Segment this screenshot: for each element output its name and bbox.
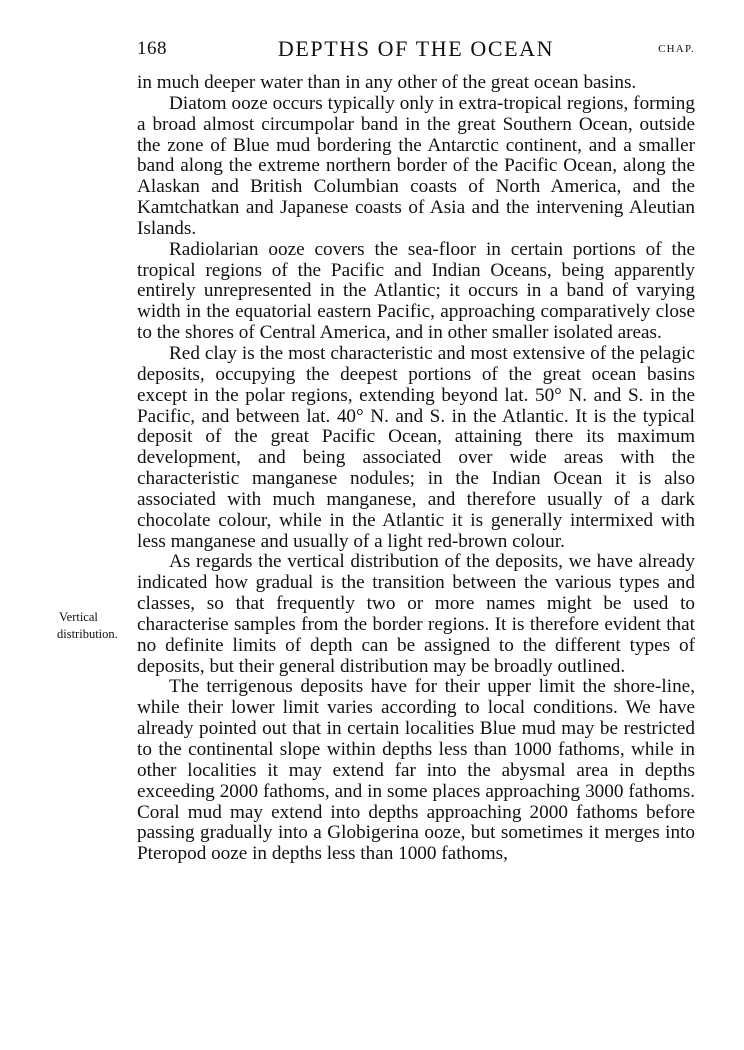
running-title: DEPTHS OF THE OCEAN xyxy=(277,36,555,61)
paragraph-vertical-distribution: As regards the vertical distribution of the deposits, we have already indicated how gradual is the transition between the various types and classes, so that frequently two or more names might be used to characterise samples from the border regions. It is therefore evident that no definite limits of depth can be assigned to the different types of deposits, but their general distribution may be broadly outlined. xyxy=(137,551,695,677)
marginal-note xyxy=(57,609,135,643)
paragraph-diatom-ooze: Diatom ooze occurs typically only in extra-tropical regions, forming a broad almost circumpolar band in the great Southern Ocean, outside the zone of Blue mud bordering the Antarctic continent, and a smaller band along the extreme northern border of the Pacific Ocean, along the Alaskan and British Columbian coasts of North America, and the Kamtchatkan and Japanese coasts of Asia and the intervening Aleutian Islands. xyxy=(137,92,695,239)
paragraph-radiolarian-ooze: Radiolarian ooze covers the sea-floor in certain portions of the tropical regions of the Pacific and Indian Oceans, being apparently entirely unrepresented in the Atlantic; it occurs in a band of varying width in the equatorial eastern Pacific, approaching comparatively close to the shores of Central America, and in other smaller isolated areas. xyxy=(137,238,695,344)
chapter-abbreviation: CHAP. xyxy=(658,43,695,55)
paragraph-continuation: in much deeper water than in any other of the great ocean basins. xyxy=(137,72,637,93)
paragraph-terrigenous-deposits: The terrigenous deposits have for their upper limit the shore-line, while their lower limit varies according to local conditions. We have already pointed out that in certain localities Blue mud may be restricted to the continental slope within depths less than 1000 fathoms, while in other localities it may extend far into the abysmal area in depths exceeding 2000 fathoms, and in some places approaching 3000 fathoms. Coral mud may extend into depths approaching 2000 fathoms before passing gradually into a Globigerina ooze, but sometimes it merges into Pteropod ooze in depths less than 1000 fathoms, xyxy=(137,676,695,865)
marginal-note-line-1: Vertical xyxy=(59,610,98,624)
marginal-note-line-2: distribution. xyxy=(57,627,118,641)
page-number: 168 xyxy=(137,38,167,59)
body-text xyxy=(137,73,695,865)
page-header xyxy=(137,38,695,68)
paragraph-red-clay: Red clay is the most characteristic and most extensive of the pelagic deposits, occupying the deepest portions of the great ocean basins except in the polar regions, extending beyond lat. 50° N. and S. in the Pacific, and between lat. 40° N. and S. in the Atlantic. It is the typical deposit of the great Pacific Ocean, attaining there its maximum development, and being associated over wide areas with the characteristic manganese nodules; in the Indian Ocean it is also associated with much manganese, and therefore usually of a dark chocolate colour, while in the Atlantic it is generally intermixed with less manganese and usually of a light red-brown colour. xyxy=(137,342,695,552)
